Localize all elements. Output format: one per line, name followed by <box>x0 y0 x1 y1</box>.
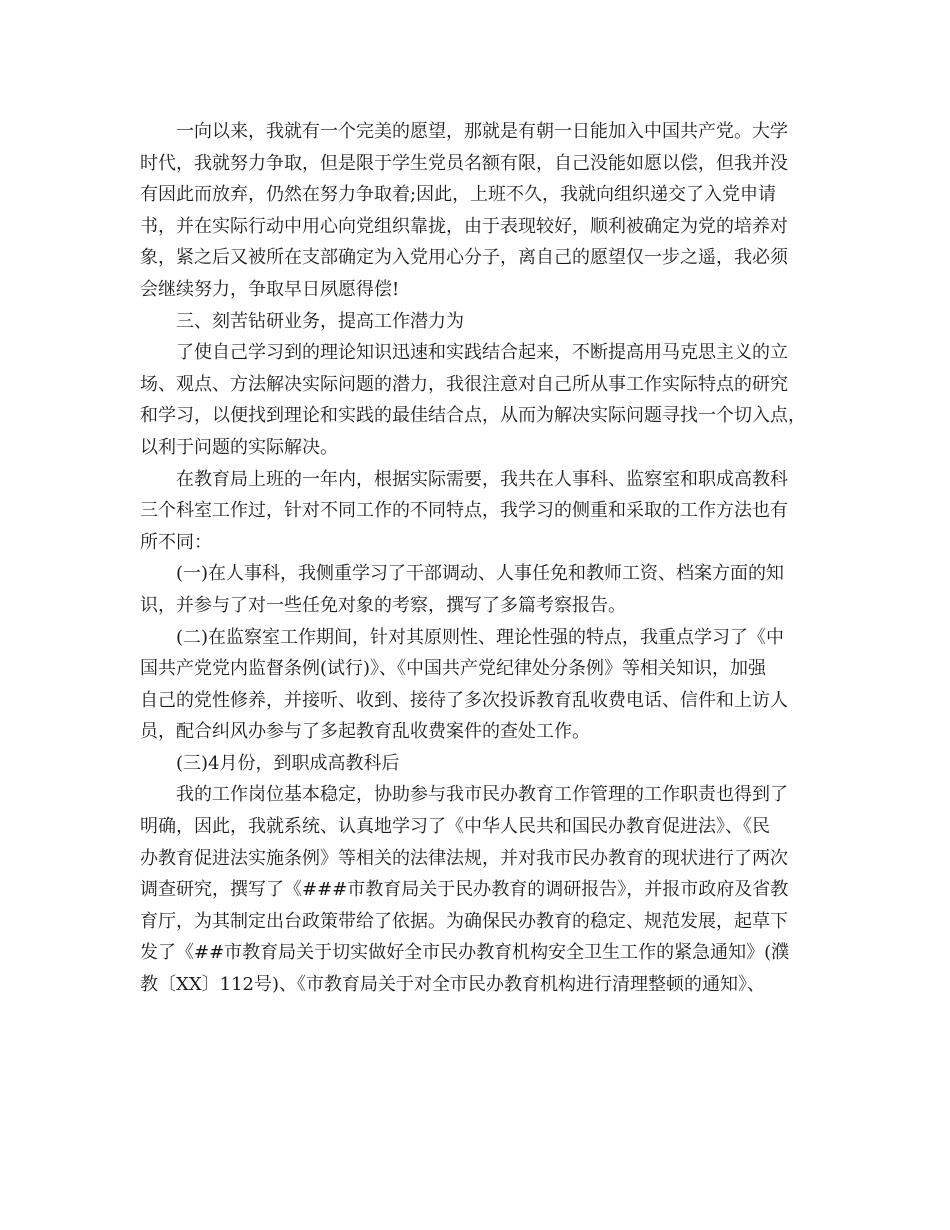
text-line: 以利于问题的实际解决。 <box>140 436 338 458</box>
text-line: 书，并在实际行动中用心向党组织靠拢，由于表现较好，顺利被确定为党的培养对 <box>140 215 788 237</box>
text-line: 国共产党党内监督条例(试行)》、《中国共产党纪律处分条例》等相关知识，加强 <box>140 658 767 680</box>
text-line: 一向以来，我就有一个完美的愿望，那就是有朝一日能加入中国共产党。大学 <box>176 121 788 142</box>
text-line: 所不同： <box>140 531 212 553</box>
text-line: 自己的党性修养，并接听、收到、接待了多次投诉教育乱收费电话、信件和上访人 <box>140 689 788 711</box>
text-line: 会继续努力，争取早日夙愿得偿! <box>140 278 400 300</box>
text-line: 三个科室工作过，针对不同工作的不同特点，我学习的侧重和采取的工作方法也有 <box>140 500 788 522</box>
text-line: 教〔XX〕112号)、《市教育局关于对全市民办教育机构进行清理整顿的通知》、 <box>140 974 766 996</box>
text-line: 明确，因此，我就系统、认真地学习了《中华人民共和国民办教育促进法》、《民 <box>140 816 770 838</box>
document-body <box>140 116 830 1001</box>
text-line: 场、观点、方法解决实际问题的潜力，我很注意对自己所从事工作实际特点的研究 <box>140 373 788 395</box>
text-line: (一)在人事科，我侧重学习了干部调动、人事任免和教师工资、档案方面的知 <box>176 563 785 585</box>
text-line: 员，配合纠风办参与了多起教育乱收费案件的查处工作。 <box>140 721 590 743</box>
text-line: 在教育局上班的一年内，根据实际需要，我共在人事科、监察室和职成高教科 <box>176 468 788 490</box>
text-line: 识，并参与了对一些任免对象的考察，撰写了多篇考察报告。 <box>140 594 626 616</box>
text-line: (二)在监察室工作期间，针对其原则性、理论性强的特点，我重点学习了《中 <box>176 626 785 648</box>
text-line: 了使自己学习到的理论知识迅速和实践结合起来，不断提高用马克思主义的立 <box>176 342 788 364</box>
text-line: 调查研究，撰写了《###市教育局关于民办教育的调研报告》，并报市政府及省教 <box>140 879 789 901</box>
section-heading: 三、刻苦钻研业务，提高工作潜力为 <box>176 310 464 332</box>
text-line: 有因此而放弃，仍然在努力争取着;因此，上班不久，我就向组织递交了入党申请 <box>140 184 777 206</box>
text-line: 育厅，为其制定出台政策带给了依据。为确保民办教育的稳定、规范发展，起草下 <box>140 910 788 932</box>
text-line: 和学习，以便找到理论和实践的最佳结合点，从而为解决实际问题寻找一个切入点， <box>140 405 806 427</box>
text-line: 办教育促进法实施条例》等相关的法律法规，并对我市民办教育的现状进行了两次 <box>140 847 788 869</box>
subsection-heading: (三)4月份，到职成高教科后 <box>176 752 400 774</box>
text-line: 发了《##市教育局关于切实做好全市民办教育机构安全卫生工作的紧急通知》(濮 <box>140 942 790 964</box>
text-line: 时代，我就努力争取，但是限于学生党员名额有限，自己没能如愿以偿，但我并没 <box>140 152 788 174</box>
text-line: 我的工作岗位基本稳定，协助参与我市民办教育工作管理的工作职责也得到了 <box>176 784 788 806</box>
text-line: 象，紧之后又被所在支部确定为入党用心分子，离自己的愿望仅一步之遥，我必须 <box>140 247 788 269</box>
